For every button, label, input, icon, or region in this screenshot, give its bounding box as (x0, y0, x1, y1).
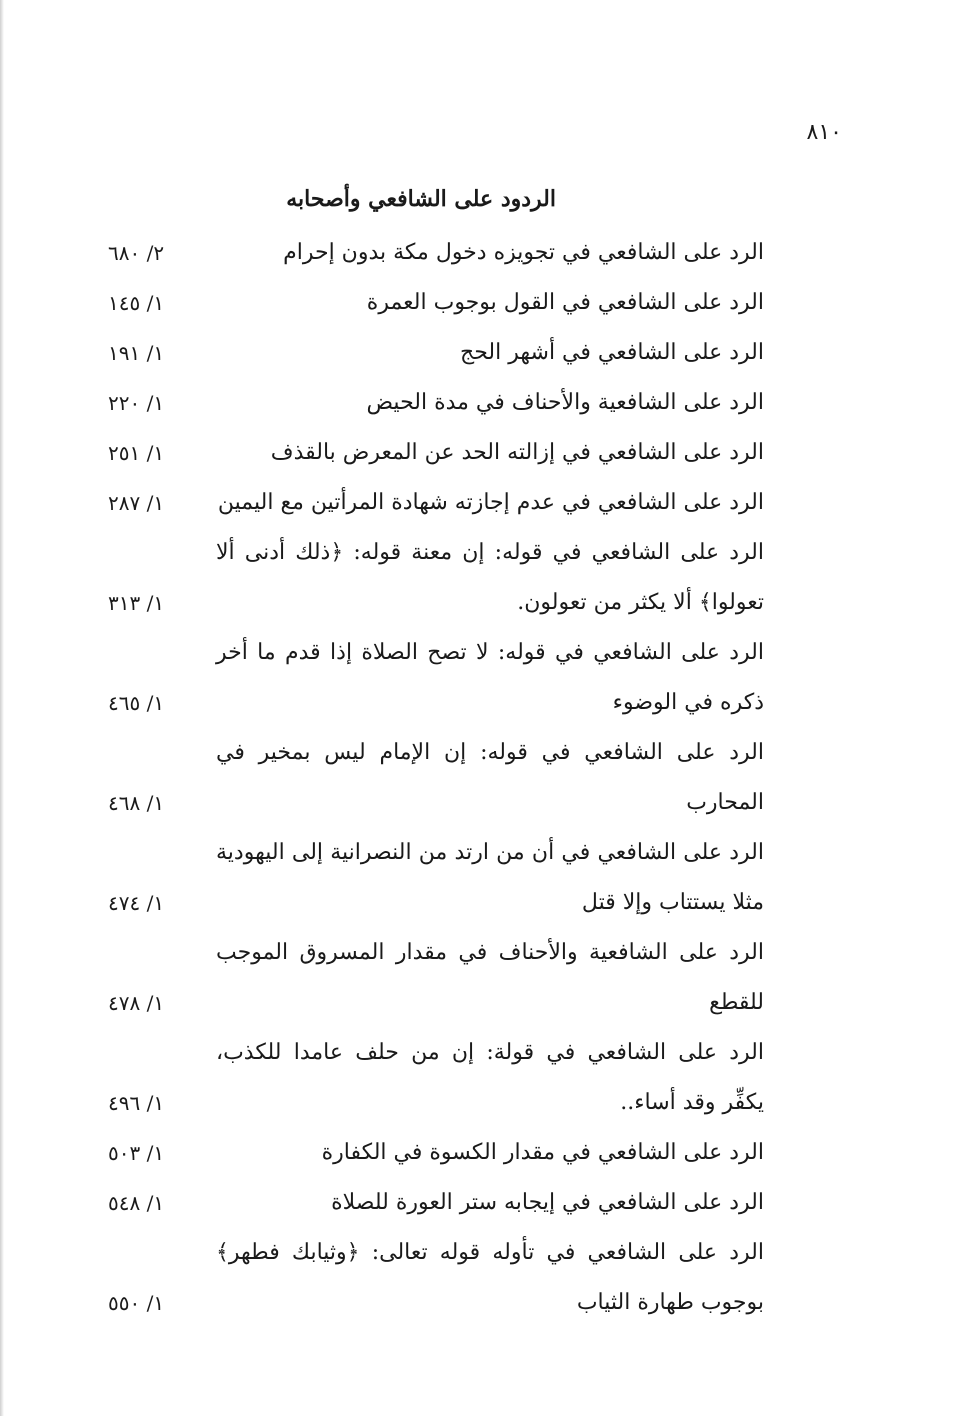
entry-text: الرد على الشافعي في تأوله قوله تعالى: ﴿وثيابك فطهر﴾ بوجوب طهارة الثياب (216, 1240, 764, 1315)
entry-text: الرد على الشافعية والأحناف في مدة الحيض (366, 390, 764, 415)
entry-text: الرد على الشافعي في إزالته الحد عن المعرض بالقذف (270, 440, 764, 465)
index-entry (0, 828, 976, 928)
entry-text: الرد على الشافعي في مقدار الكسوة في الكفارة (321, 1140, 764, 1165)
entry-page-ref: ١/ ٢٨٧ (108, 491, 165, 515)
entry-page-ref: ١/ ٢٥١ (108, 441, 165, 465)
index-entry (0, 328, 976, 378)
entry-page-ref: ٢/ ٦٨٠ (108, 241, 165, 265)
entry-text: الرد على الشافعي في إيجابه ستر العورة للصلاة (331, 1190, 764, 1215)
entry-page-ref: ١/ ٥٥٠ (108, 1291, 165, 1315)
index-entry (0, 628, 976, 728)
index-entry (0, 1228, 976, 1328)
entry-page-ref: ١/ ١٤٥ (108, 291, 165, 315)
index-entry (0, 528, 976, 628)
index-entry (0, 928, 976, 1028)
entry-text: الرد على الشافعي في قوله: إن معنة قوله: ﴿ذلك أدنى ألا تعولوا﴾ ألا يكثر من تعولون. (216, 540, 764, 615)
index-list (0, 228, 976, 1328)
entry-text: الرد على الشافعية والأحناف في مقدار المسروق الموجب للقطع (216, 940, 764, 1015)
entry-page-ref: ١/ ٤٧٨ (108, 991, 165, 1015)
index-entry (0, 378, 976, 428)
entry-text: الرد على الشافعي في أشهر الحج (460, 340, 764, 365)
entry-text: الرد على الشافعي في عدم إجازته شهادة المرأتين مع اليمين (217, 490, 764, 515)
entry-page-ref: ١/ ٤٦٨ (108, 791, 165, 815)
entry-page-ref: ١/ ١٩١ (108, 341, 165, 365)
entry-page-ref: ١/ ٥٤٨ (108, 1191, 165, 1215)
entry-page-ref: ١/ ٣١٣ (108, 591, 165, 615)
entry-page-ref: ١/ ٢٢٠ (108, 391, 165, 415)
index-entry (0, 1128, 976, 1178)
entry-page-ref: ١/ ٤٦٥ (108, 691, 165, 715)
index-entry (0, 228, 976, 278)
entry-text: الرد على الشافعي في القول بوجوب العمرة (366, 290, 764, 315)
section-title: الردود على الشافعي وأصحابه (286, 186, 556, 212)
index-entry (0, 728, 976, 828)
entry-text: الرد على الشافعي في قوله: إن الإمام ليس بمخير في المحارب (216, 740, 764, 815)
entry-page-ref: ١/ ٥٠٣ (108, 1141, 165, 1165)
index-entry (0, 1178, 976, 1228)
index-entry (0, 278, 976, 328)
entry-text: الرد على الشافعي في قوله: لا تصح الصلاة إذا قدم ما أخر ذكره في الوضوء (216, 640, 764, 715)
entry-text: الرد على الشافعي في تجويزه دخول مكة بدون إحرام (283, 240, 764, 265)
entry-text: الرد على الشافعي في قولة: إن من حلف عامدا للكذب، يكفِّر وقد أساء.. (216, 1040, 764, 1115)
entry-page-ref: ١/ ٤٩٦ (108, 1091, 165, 1115)
entry-text: الرد على الشافعي في أن من ارتد من النصرانية إلى اليهودية مثلا يستتاب وإلا قتل (216, 840, 764, 915)
index-entry (0, 428, 976, 478)
index-entry (0, 478, 976, 528)
entry-page-ref: ١/ ٤٧٤ (108, 891, 165, 915)
page-number: ٨١٠ (806, 120, 842, 145)
index-entry (0, 1028, 976, 1128)
